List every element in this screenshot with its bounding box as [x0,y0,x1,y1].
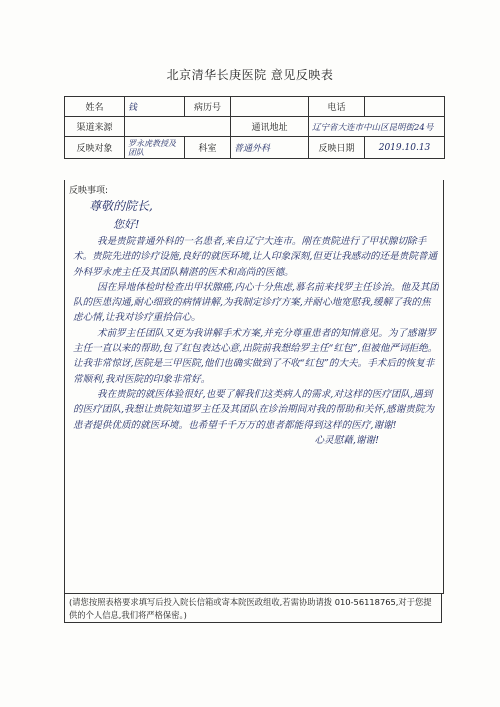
footer-note: (请您按照表格要求填写后投入院长信箱或寄本院医政组收,若需协助请拨 010-56118765,对于您提供的个人信息,我们将严格保密。) [64,593,442,623]
handwritten-letter [73,196,439,588]
letter-paragraph: 我在贵院的就医体验很好,也要了解我们这类病人的需求,对这样的医疗团队,遇到的医疗团队,我想让贵院知道罗主任及其团队在诊治期间对我的帮助和关怀,感谢贵院为患者提供优质的就医环境。也希望千千万万的患者都能得到这样的医疗,谢谢! [73,388,435,431]
info-row-2 [65,117,445,137]
form-title: 北京清华长庚医院 意见反映表 [166,68,334,82]
record-number-label: 病历号 [185,97,231,117]
letter-closing: 心灵慰藉,谢谢! [314,434,379,446]
feedback-section [64,180,444,594]
letter-greeting: 您好! [113,218,140,231]
letter-salutation: 尊敬的院长, [89,199,153,213]
info-row-3 [65,137,445,159]
info-row-1 [65,97,445,117]
name-value: 钱 [125,97,185,117]
channel-label: 渠道来源 [65,117,125,137]
name-label: 姓名 [65,97,125,117]
department-value: 普通外科 [231,137,309,159]
department-label: 科室 [185,137,231,159]
date-label: 反映日期 [309,137,365,159]
letter-paragraph: 术前罗主任团队又更为我讲解手术方案,并充分尊重患者的知情意见。为了感谢罗主任一直以来的帮助,包了红包表达心意,出院前我想给罗主任“红包”,但被他严词拒绝。让我非常惊讶,医院是三甲医院,他们也确实做到了不收“红包”的大夫。手术后的恢复非常顺利,我对医院的印象非常好。 [73,327,438,385]
date-value: 2019.10.13 [365,137,445,159]
phone-label: 电话 [309,97,365,117]
phone-value [365,97,445,117]
address-value: 辽宁省大连市中山区昆明街24号 [309,117,445,137]
target-value: 罗永虎教授及团队 [125,137,185,159]
feedback-label: 反映事项: [69,186,109,196]
letter-paragraph: 因在异地体检时检查出甲状腺癌,内心十分焦虑,慕名前来找罗主任诊治。他及其团队的医患沟通,耐心细致的病情讲解,为我制定诊疗方案,并耐心地宽慰我,缓解了我的焦虑心情,让我对诊疗重拾信心。 [73,281,439,324]
info-table [64,96,445,159]
channel-value [125,117,231,137]
letter-paragraph: 我是贵院普通外科的一名患者,来自辽宁大连市。刚在贵院进行了甲状腺切除手术。贵院先进的诊疗设施,良好的就医环境,让人印象深刻,但更让我感动的还是贵院普通外科罗永虎主任及其团队精湛的医术和高尚的医德。 [73,236,438,278]
target-label: 反映对象 [65,137,125,159]
address-label: 通讯地址 [231,117,309,137]
record-number-value [231,97,309,117]
